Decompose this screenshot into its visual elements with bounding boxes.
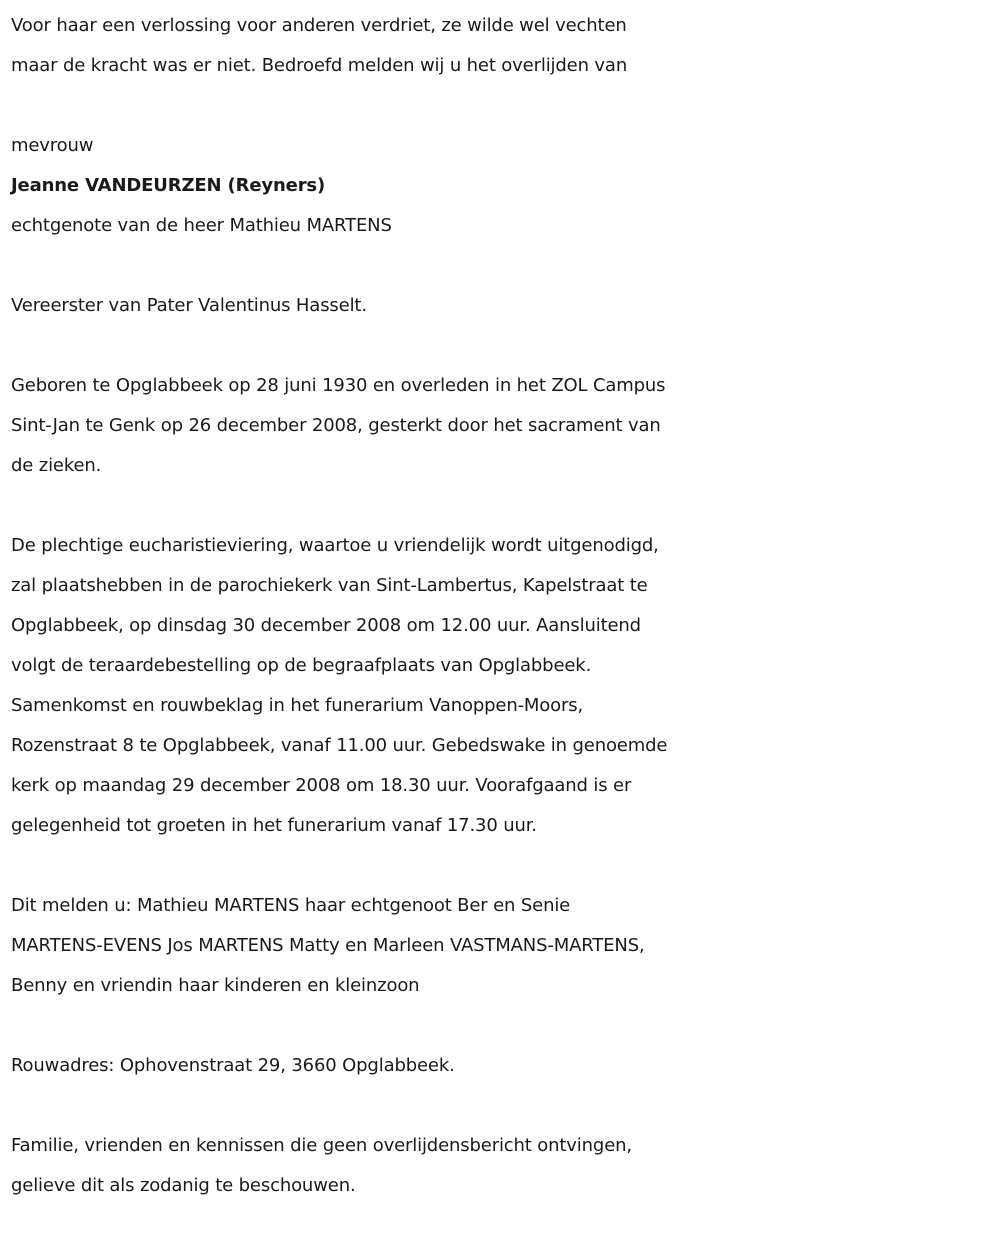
spacer <box>11 846 991 886</box>
closing-line: Familie, vrienden en kennissen die geen overlijdensbericht ontvingen, <box>11 1135 632 1156</box>
ceremony-line: zal plaatshebben in de parochiekerk van Sint-Lambertus, Kapelstraat te <box>11 575 648 596</box>
spacer <box>11 86 991 126</box>
ceremony-line: Samenkomst en rouwbeklag in het funerarium Vanoppen-Moors, <box>11 695 584 716</box>
deceased-name: Jeanne VANDEURZEN (Reyners) <box>11 175 326 196</box>
address-text: Rouwadres: Ophovenstraat 29, 3660 Opglabbeek. <box>11 1055 455 1076</box>
ceremony-line: kerk op maandag 29 december 2008 om 18.30 uur. Voorafgaand is er <box>11 775 632 796</box>
ceremony-line: volgt de teraardebestelling op de begraafplaats van Opglabbeek. <box>11 655 592 676</box>
opening-paragraph <box>11 6 991 86</box>
spacer <box>11 1006 991 1046</box>
family-line: Dit melden u: Mathieu MARTENS haar echtgenoot Ber en Senie <box>11 895 571 916</box>
ceremony-line: De plechtige eucharistieviering, waartoe u vriendelijk wordt uitgenodigd, <box>11 535 659 556</box>
birth-death-line: Sint-Jan te Genk op 26 december 2008, gesterkt door het sacrament van <box>11 415 661 436</box>
family-line: Benny en vriendin haar kinderen en kleinzoon <box>11 975 420 996</box>
opening-line: Voor haar een verlossing voor anderen verdriet, ze wilde wel vechten <box>11 15 627 36</box>
ceremony-paragraph <box>11 526 991 846</box>
spacer <box>11 1086 991 1126</box>
closing-paragraph <box>11 1126 991 1206</box>
address-paragraph <box>11 1046 991 1086</box>
spacer <box>11 326 991 366</box>
ceremony-line: Opglabbeek, op dinsdag 30 december 2008 om 12.00 uur. Aansluitend <box>11 615 641 636</box>
opening-line: maar de kracht was er niet. Bedroefd melden wij u het overlijden van <box>11 55 628 76</box>
ceremony-line: gelegenheid tot groeten in het funerarium vanaf 17.30 uur. <box>11 815 537 836</box>
closing-line: gelieve dit als zodanig te beschouwen. <box>11 1175 356 1196</box>
obituary-document <box>11 6 991 1206</box>
birth-death-line: de zieken. <box>11 455 102 476</box>
spacer <box>11 486 991 526</box>
honor-paragraph <box>11 286 991 326</box>
ceremony-line: Rozenstraat 8 te Opglabbeek, vanaf 11.00 uur. Gebedswake in genoemde <box>11 735 668 756</box>
birth-death-line: Geboren te Opglabbeek op 28 juni 1930 en overleden in het ZOL Campus <box>11 375 666 396</box>
honor-text: Vereerster van Pater Valentinus Hasselt. <box>11 295 367 316</box>
birth-death-paragraph <box>11 366 991 486</box>
family-paragraph <box>11 886 991 1006</box>
spouse-text: echtgenote van de heer Mathieu MARTENS <box>11 215 392 236</box>
deceased-block <box>11 126 991 246</box>
title-text: mevrouw <box>11 135 94 156</box>
spacer <box>11 246 991 286</box>
family-line: MARTENS-EVENS Jos MARTENS Matty en Marleen VASTMANS-MARTENS, <box>11 935 645 956</box>
